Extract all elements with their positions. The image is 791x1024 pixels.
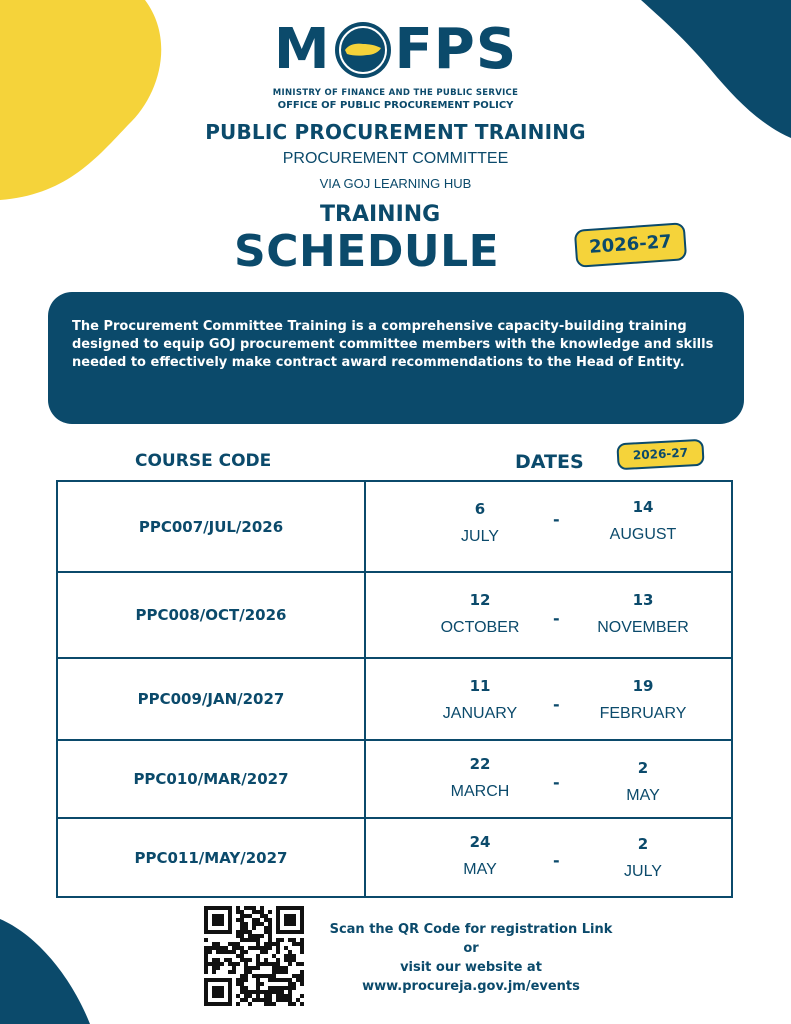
course-code-header: COURSE CODE — [135, 451, 272, 471]
start-day: 6 — [474, 500, 486, 518]
start-day: 12 — [469, 591, 491, 609]
visit-website-text: visit our website at — [400, 960, 542, 975]
end-month: AUGUST — [609, 526, 677, 543]
start-month: MARCH — [450, 783, 510, 800]
start-day: 24 — [469, 833, 491, 851]
start-month: JANUARY — [442, 705, 518, 722]
end-month: NOVEMBER — [597, 619, 689, 636]
qr-code-icon[interactable] — [204, 906, 304, 1006]
logo-letters-fps: FPS — [394, 17, 518, 82]
end-date — [563, 498, 723, 544]
end-day: 13 — [632, 591, 654, 609]
course-code: PPC010/MAR/2027 — [133, 770, 289, 788]
table-row — [58, 819, 731, 896]
table-row — [58, 482, 731, 573]
end-month: JULY — [624, 863, 662, 880]
start-date — [400, 500, 560, 546]
date-dash: - — [553, 510, 560, 529]
date-dash: - — [553, 851, 560, 870]
year-badge: 2026-27 — [574, 222, 687, 268]
scan-qr-text: Scan the QR Code for registration Link — [329, 922, 613, 937]
course-code: PPC009/JAN/2027 — [137, 690, 285, 708]
course-code: PPC007/JUL/2026 — [138, 517, 284, 536]
start-month: JULY — [461, 528, 499, 545]
date-dash: - — [553, 773, 560, 792]
start-day: 11 — [469, 677, 491, 695]
table-row — [58, 659, 731, 741]
end-date — [563, 591, 723, 637]
start-day: 22 — [469, 755, 491, 773]
end-month: MAY — [626, 787, 660, 804]
end-date — [563, 835, 723, 881]
dates-year-badge: 2026-27 — [616, 439, 704, 471]
page-title: PUBLIC PROCUREMENT TRAINING — [205, 120, 586, 144]
end-day: 2 — [637, 835, 649, 853]
date-dash: - — [553, 695, 560, 714]
logo-letter-m: M — [273, 17, 331, 82]
table-row — [58, 573, 731, 659]
start-month: MAY — [463, 861, 497, 878]
committee-subtitle: PROCUREMENT COMMITTEE — [282, 150, 509, 167]
learning-hub-subtitle: VIA GOJ LEARNING HUB — [319, 176, 472, 191]
description-panel — [48, 292, 744, 424]
navy-blob-bottom-left — [0, 919, 90, 1024]
schedule-table — [56, 480, 733, 898]
start-date — [400, 755, 560, 801]
start-month: OCTOBER — [440, 619, 520, 636]
date-dash: - — [553, 609, 560, 628]
website-link[interactable]: www.procureja.gov.jm/events — [362, 979, 580, 994]
dates-header: DATES — [515, 451, 584, 473]
training-label: TRAINING — [320, 202, 441, 227]
start-date — [400, 833, 560, 879]
start-date — [400, 591, 560, 637]
schedule-heading: SCHEDULE — [234, 226, 500, 277]
end-day: 14 — [632, 498, 654, 516]
jamaica-map-icon — [333, 20, 393, 80]
mofps-logo — [0, 16, 791, 111]
end-date — [563, 759, 723, 805]
end-date — [563, 677, 723, 723]
registration-info — [310, 920, 632, 996]
description-text: The Procurement Committee Training is a comprehensive capacity-building training designed to equip GOJ procurement committee members with the knowledge and skills needed to effectively make contract award recommendations to the Head of Entity. — [72, 319, 714, 370]
logo-ministry-line: MINISTRY OF FINANCE AND THE PUBLIC SERVICE — [272, 88, 519, 98]
end-day: 2 — [637, 759, 649, 777]
or-text: or — [463, 941, 479, 956]
end-day: 19 — [632, 677, 654, 695]
course-code: PPC011/MAY/2027 — [134, 848, 288, 867]
table-row — [58, 741, 731, 819]
end-month: FEBRUARY — [599, 705, 687, 722]
course-code: PPC008/OCT/2026 — [135, 606, 287, 624]
start-date — [400, 677, 560, 723]
logo-office-line: OFFICE OF PUBLIC PROCUREMENT POLICY — [277, 100, 514, 111]
